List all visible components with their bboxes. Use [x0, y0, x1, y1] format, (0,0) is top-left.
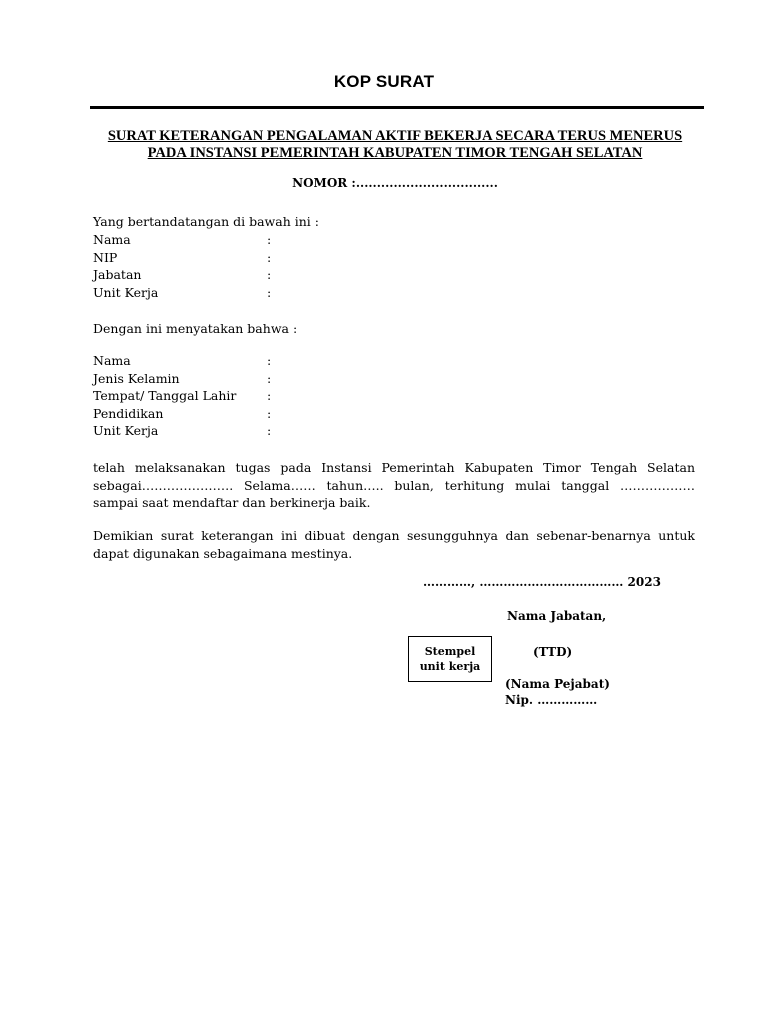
- signer-intro: Yang bertandatangan di bawah ini :: [93, 214, 319, 229]
- subject-fields: [93, 352, 271, 440]
- field-separator: :: [267, 388, 272, 403]
- signer-field-work-unit: [93, 284, 271, 302]
- signer-field-nip: [93, 249, 271, 267]
- place-date: …………, ……………………………… 2023: [423, 575, 661, 589]
- stamp-label-line-2: unit kerja: [419, 660, 481, 673]
- letter-number: NOMOR :..................................: [292, 176, 498, 190]
- field-separator: :: [267, 423, 272, 438]
- body-paragraph-service: telah melaksanakan tugas pada Instansi Pemerintah Kabupaten Timor Tengah Selatan sebagai…………………. Selama…… tahun….. bulan, terhitung mulai tanggal ……………… sampai saat mendaftar dan berkinerja baik.: [93, 460, 695, 510]
- field-label: Nama: [93, 353, 131, 368]
- body-paragraph-closing: Demikian surat keterangan ini dibuat dengan sesungguhnya dan sebenar-benarnya untuk dapat digunakan sebagaimana mestinya.: [93, 528, 695, 561]
- signer-position: Nama Jabatan,: [507, 609, 607, 623]
- field-separator: :: [267, 405, 272, 421]
- field-label: Pendidikan: [93, 405, 164, 421]
- official-nip: Nip. ……………: [505, 693, 598, 707]
- field-separator: :: [267, 249, 272, 265]
- subject-field-work-unit: [93, 422, 271, 440]
- document-title-line-2: PADA INSTANSI PEMERINTAH KABUPATEN TIMOR TENGAH SELATAN: [147, 145, 643, 161]
- signer-field-position: [93, 266, 271, 284]
- subject-field-name: [93, 352, 271, 370]
- field-label: Jabatan: [93, 267, 142, 282]
- document-title: [60, 128, 730, 162]
- stamp-box: [408, 636, 492, 682]
- subject-field-education: [93, 405, 271, 423]
- official-name: (Nama Pejabat): [505, 677, 610, 691]
- field-separator: :: [267, 370, 272, 386]
- field-label: NIP: [93, 249, 118, 265]
- field-separator: :: [267, 267, 272, 282]
- letterhead-rule: [90, 106, 704, 109]
- subject-field-gender: [93, 370, 271, 388]
- letterhead-title: KOP SURAT: [333, 72, 435, 91]
- field-separator: :: [267, 353, 272, 368]
- subject-intro: Dengan ini menyatakan bahwa :: [93, 321, 298, 336]
- field-separator: :: [267, 232, 272, 247]
- subject-field-birth: [93, 387, 271, 405]
- document-title-line-1: SURAT KETERANGAN PENGALAMAN AKTIF BEKERJA SECARA TERUS MENERUS: [107, 128, 683, 144]
- field-label: Unit Kerja: [93, 423, 159, 438]
- signer-field-name: [93, 231, 271, 249]
- field-label: Tempat/ Tanggal Lahir: [93, 388, 237, 403]
- field-label: Nama: [93, 232, 131, 247]
- field-label: Unit Kerja: [93, 284, 159, 300]
- signer-fields: [93, 231, 271, 301]
- stamp-label-line-1: Stempel: [424, 645, 476, 658]
- signature-placeholder: (TTD): [533, 645, 573, 659]
- field-label: Jenis Kelamin: [93, 370, 180, 386]
- field-separator: :: [267, 284, 272, 300]
